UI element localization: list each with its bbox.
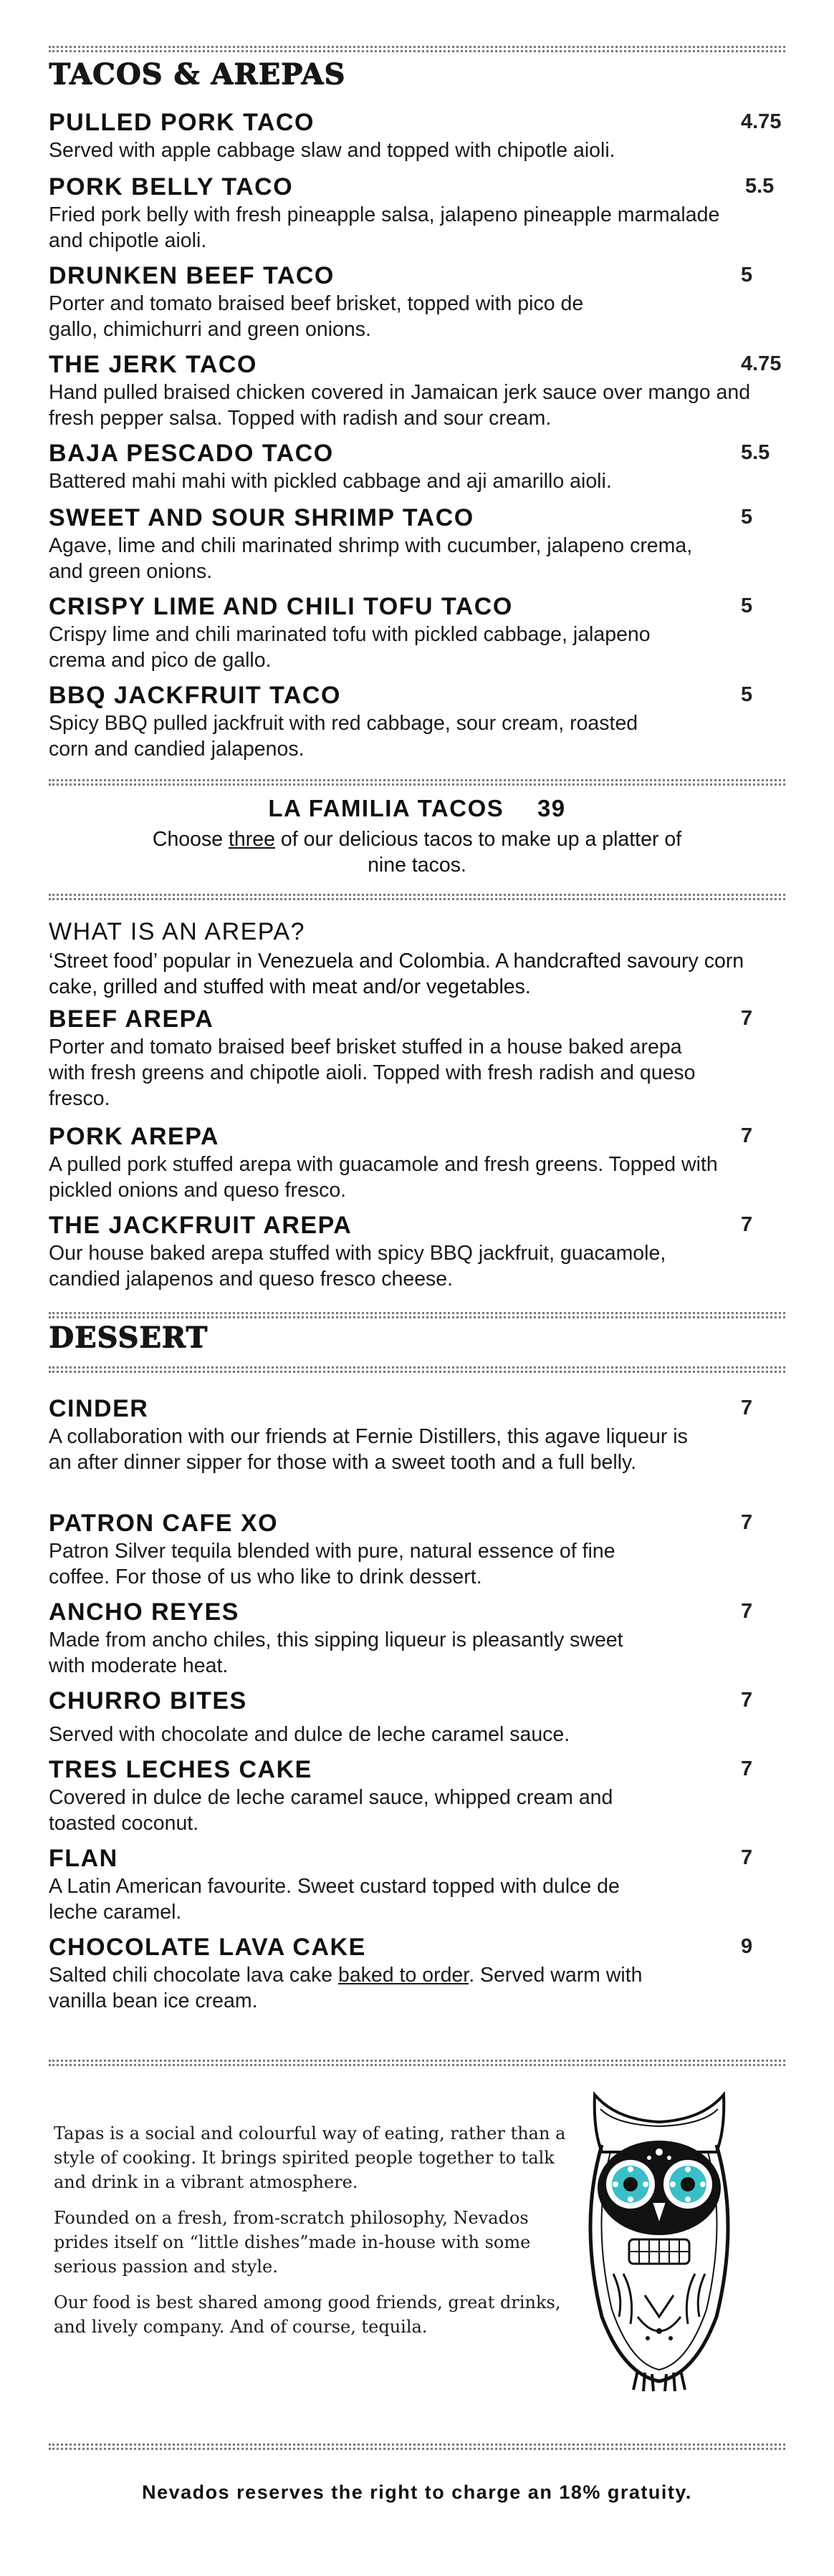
item-description: Patron Silver tequila blended with pure, natural essence of fine coffee. For those of us who like to drink dessert. bbox=[49, 1540, 615, 1588]
item-description: Porter and tomato braised beef brisket, topped with pico de gallo, chimichurri and green onions. bbox=[49, 292, 584, 341]
menu-item-beef-arepa bbox=[49, 1004, 787, 1111]
item-name: BBQ JACKFRUIT TACO bbox=[49, 682, 341, 709]
item-price: 7 bbox=[741, 1511, 753, 1534]
item-description: Hand pulled braised chicken covered in Jamaican jerk sauce over mango and fresh pepper salsa. Topped with radish and sour cream. bbox=[49, 381, 751, 430]
item-description: Covered in dulce de leche caramel sauce, whipped cream and toasted coconut. bbox=[49, 1786, 613, 1835]
arepa-heading: WHAT IS AN AREPA? bbox=[49, 918, 306, 945]
familia-desc-part: Choose bbox=[152, 828, 229, 851]
item-name: BAJA PESCADO TACO bbox=[49, 440, 334, 467]
divider bbox=[49, 46, 785, 48]
menu-item-pork-belly-taco bbox=[49, 172, 787, 254]
menu-item-ancho-reyes bbox=[49, 1597, 787, 1679]
item-price: 7 bbox=[741, 1846, 753, 1869]
item-name: CRISPY LIME AND CHILI TOFU TACO bbox=[49, 593, 513, 620]
divider bbox=[49, 894, 785, 896]
item-description: Served with apple cabbage slaw and topped with chipotle aioli. bbox=[49, 139, 615, 162]
divider bbox=[49, 1312, 785, 1314]
item-price: 4.75 bbox=[741, 352, 782, 375]
item-price: 5.5 bbox=[745, 175, 775, 198]
item-name: BEEF AREPA bbox=[49, 1005, 214, 1033]
item-description: A collaboration with our friends at Fernie Distillers, this agave liqueur is an after dinner sipper for those with a sweet tooth and a full belly. bbox=[49, 1425, 688, 1474]
familia-description bbox=[138, 826, 696, 878]
item-name: DRUNKEN BEEF TACO bbox=[49, 262, 335, 289]
item-price: 9 bbox=[741, 1935, 753, 1958]
gratuity-note: Nevados reserves the right to charge an 18% gratuity. bbox=[142, 2481, 692, 2503]
item-price: 7 bbox=[741, 1396, 753, 1419]
item-name: CINDER bbox=[49, 1395, 149, 1422]
divider bbox=[49, 779, 785, 781]
item-description: Served with chocolate and dulce de leche caramel sauce. bbox=[49, 1723, 570, 1746]
familia-desc-underlined: three bbox=[229, 828, 275, 851]
familia-name: LA FAMILIA TACOS bbox=[268, 795, 504, 821]
item-name: THE JERK TACO bbox=[49, 351, 257, 378]
item-price: 5 bbox=[741, 594, 753, 617]
menu-item-bbq-jackfruit-taco bbox=[49, 680, 787, 762]
menu-item-flan bbox=[49, 1843, 787, 1925]
item-name: SWEET AND SOUR SHRIMP TACO bbox=[49, 504, 474, 531]
menu-item-pulled-pork-taco bbox=[49, 107, 787, 163]
item-price: 7 bbox=[741, 1600, 753, 1623]
sugar-skull-owl-illustration bbox=[573, 2080, 745, 2396]
item-price: 7 bbox=[741, 1124, 753, 1147]
la-familia-tacos bbox=[0, 795, 834, 878]
item-name: TRES LECHES CAKE bbox=[49, 1756, 312, 1783]
item-name: CHOCOLATE LAVA CAKE bbox=[49, 1934, 366, 1961]
menu-item-jerk-taco bbox=[49, 349, 787, 431]
item-price: 5 bbox=[741, 683, 753, 706]
item-name: PATRON CAFE XO bbox=[49, 1510, 279, 1537]
menu-item-patron-cafe-xo bbox=[49, 1508, 787, 1590]
item-price: 7 bbox=[741, 1757, 753, 1780]
item-name: PORK AREPA bbox=[49, 1123, 219, 1150]
item-description: Our house baked arepa stuffed with spicy BBQ jackfruit, guacamole, candied jalapenos and queso fresco cheese. bbox=[49, 1242, 666, 1291]
about-paragraph: Our food is best shared among good friends, great drinks, and lively company. And of course, tequila. bbox=[54, 2292, 561, 2337]
item-description: Spicy BBQ pulled jackfruit with red cabbage, sour cream, roasted corn and candied jalapenos. bbox=[49, 712, 638, 761]
menu-item-pork-arepa bbox=[49, 1121, 787, 1203]
item-price: 7 bbox=[741, 1213, 753, 1236]
lava-desc-underlined: baked to order bbox=[337, 1964, 469, 1987]
menu-item-jackfruit-arepa bbox=[49, 1210, 787, 1292]
item-name: CHURRO BITES bbox=[49, 1687, 247, 1714]
about-paragraph: Tapas is a social and colourful way of eating, rather than a style of cooking. It brings spirited people together to talk and drink in a vibrant atmosphere. bbox=[54, 2123, 566, 2192]
item-description: Battered mahi mahi with pickled cabbage and aji amarillo aioli. bbox=[49, 470, 612, 493]
item-description: Made from ancho chiles, this sipping liqueur is pleasantly sweet with moderate heat. bbox=[49, 1629, 623, 1677]
item-description: A Latin American favourite. Sweet custard topped with dulce de leche caramel. bbox=[49, 1875, 620, 1924]
familia-desc-part: of our delicious tacos to make up a platter of nine tacos. bbox=[274, 828, 682, 877]
item-price: 7 bbox=[741, 1689, 753, 1712]
item-description: Fried pork belly with fresh pineapple salsa, jalapeno pineapple marmalade and chipotle aioli. bbox=[49, 203, 720, 252]
divider bbox=[49, 2444, 785, 2446]
tacos-section-title: TACOS & AREPAS bbox=[49, 57, 345, 91]
item-name: FLAN bbox=[49, 1845, 118, 1872]
dessert-section-title: DESSERT bbox=[49, 1321, 208, 1354]
menu-item-crispy-tofu-taco bbox=[49, 592, 787, 673]
item-price: 7 bbox=[741, 1007, 753, 1030]
menu-item-churro-bites bbox=[49, 1686, 787, 1747]
menu-item-sweet-sour-shrimp-taco bbox=[49, 503, 787, 584]
about-text bbox=[54, 2121, 570, 2350]
item-description: Crispy lime and chili marinated tofu with pickled cabbage, jalapeno crema and pico de gallo. bbox=[49, 623, 651, 672]
lava-desc-part: . Served warm with vanilla bean ice cream. bbox=[49, 1964, 643, 2012]
item-description bbox=[49, 1962, 694, 2014]
menu-item-baja-pescado-taco bbox=[49, 438, 787, 494]
menu-item-tres-leches-cake bbox=[49, 1755, 787, 1836]
familia-heading bbox=[0, 795, 834, 822]
item-price: 4.75 bbox=[741, 110, 782, 133]
divider bbox=[49, 1366, 785, 1369]
item-price: 5 bbox=[741, 506, 753, 529]
divider bbox=[49, 2060, 785, 2062]
familia-price: 39 bbox=[537, 795, 566, 821]
item-price: 5 bbox=[741, 264, 753, 286]
lava-desc-part: Salted chili chocolate lava cake bbox=[49, 1964, 338, 1987]
menu-item-chocolate-lava-cake bbox=[49, 1932, 787, 2014]
about-paragraph: Founded on a fresh, from-scratch philosophy, Nevados prides itself on “little dishes”made in-house with some serious passion and style. bbox=[54, 2208, 531, 2277]
menu-item-cinder bbox=[49, 1394, 787, 1475]
item-description: Agave, lime and chili marinated shrimp with cucumber, jalapeno crema, and green onions. bbox=[49, 534, 693, 583]
item-description: Porter and tomato braised beef brisket stuffed in a house baked arepa with fresh greens and chipotle aioli. Topped with fresh radish and queso fresco. bbox=[49, 1036, 696, 1110]
item-description: A pulled pork stuffed arepa with guacamole and fresh greens. Topped with pickled onions and queso fresco. bbox=[49, 1153, 718, 1202]
arepa-intro: ‘Street food’ popular in Venezuela and Colombia. A handcrafted savoury corn cake, grilled and stuffed with meat and/or vegetables. bbox=[49, 950, 744, 998]
item-name: THE JACKFRUIT AREPA bbox=[49, 1212, 353, 1239]
item-name: PORK BELLY TACO bbox=[49, 173, 294, 201]
item-price: 5.5 bbox=[741, 441, 770, 464]
menu-item-drunken-beef-taco bbox=[49, 261, 787, 342]
item-name: PULLED PORK TACO bbox=[49, 109, 315, 136]
item-name: ANCHO REYES bbox=[49, 1598, 239, 1626]
